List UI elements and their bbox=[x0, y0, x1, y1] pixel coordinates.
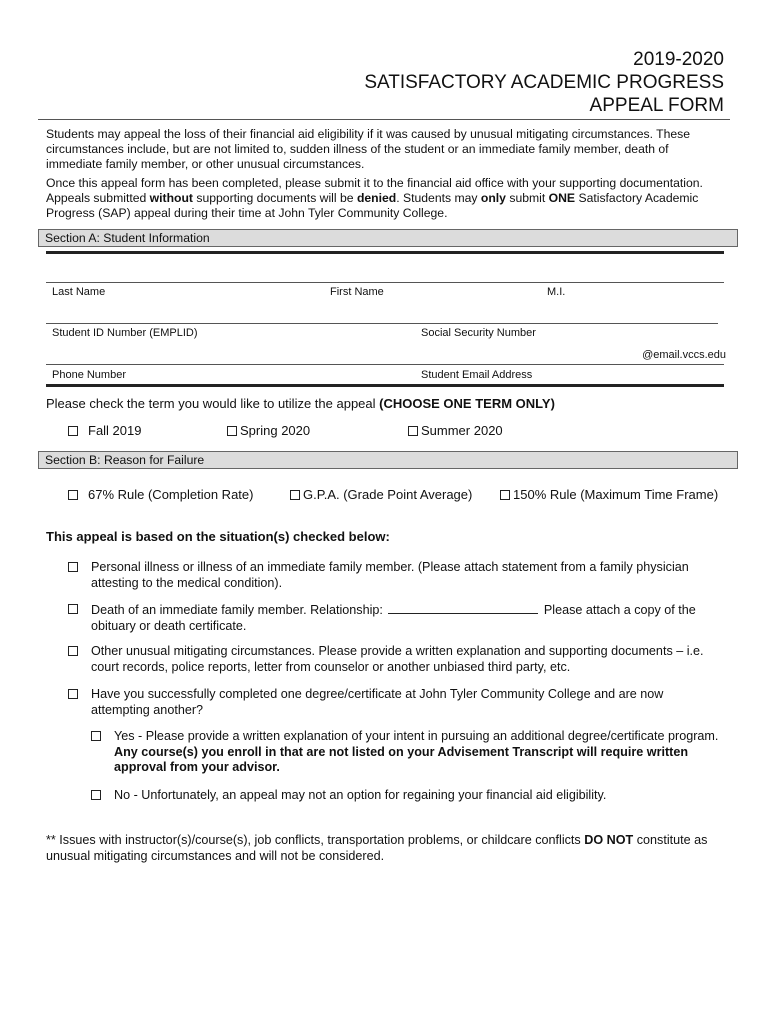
checkbox-icon[interactable] bbox=[408, 426, 418, 436]
form-title-line2: APPEAL FORM bbox=[589, 95, 724, 116]
footer-note: ** Issues with instructor(s)/course(s), job conflicts, transportation problems, or childcare conflicts DO NOT constitute as unusual mitigating circumstances and will not be considered. bbox=[46, 833, 708, 863]
checkbox-icon[interactable] bbox=[68, 689, 78, 699]
checkbox-icon[interactable] bbox=[227, 426, 237, 436]
student-id-label: Student ID Number (EMPLID) bbox=[52, 327, 198, 339]
section-a-divider bbox=[46, 251, 724, 254]
ssn-label: Social Security Number bbox=[421, 327, 536, 339]
situation-death: Death of an immediate family member. Relationship: Please attach a copy of the obituary or death certificate. bbox=[91, 603, 696, 633]
email-domain-suffix: @email.vccs.edu bbox=[642, 349, 726, 361]
id-field-line[interactable] bbox=[46, 323, 718, 324]
first-name-label: First Name bbox=[330, 286, 384, 298]
intro-text bbox=[46, 127, 728, 225]
situation-other: Other unusual mitigating circumstances. Please provide a written explanation and supporting documents – i.e. court records, police reports, letter from counselor or another unbiased third party, etc. bbox=[91, 644, 704, 674]
section-a-header: Section A: Student Information bbox=[38, 229, 738, 247]
checkbox-icon[interactable] bbox=[68, 646, 78, 656]
rule-67-percent[interactable]: 67% Rule (Completion Rate) bbox=[68, 487, 253, 503]
last-name-label: Last Name bbox=[52, 286, 106, 298]
checkbox-icon[interactable] bbox=[68, 562, 78, 572]
relationship-field[interactable] bbox=[388, 602, 538, 614]
checkbox-icon[interactable] bbox=[500, 490, 510, 500]
rule-150-percent[interactable]: 150% Rule (Maximum Time Frame) bbox=[500, 487, 718, 503]
situation-illness: Personal illness or illness of an immediate family member. (Please attach statement from a family physician attesting to the medical condition). bbox=[91, 560, 689, 590]
intro-paragraph-2: Once this appeal form has been completed, please submit it to the financial aid office with your supporting documentation. Appeals submitted without supporting documents will be denied. Students may only submit ONE Satisfactory Academic Progress (SAP) appeal during their time at John Tyler Community College. bbox=[46, 176, 703, 220]
form-year: 2019-2020 bbox=[633, 49, 724, 70]
checkbox-icon[interactable] bbox=[91, 731, 101, 741]
email-label: Student Email Address bbox=[421, 369, 533, 381]
intro-paragraph-1: Students may appeal the loss of their financial aid eligibility if it was caused by unusual mitigating circumstances. These circumstances include, but are not limited to, sudden illness of the student or an immediate family member, death of immediate family member, or other unusual circumstances. bbox=[46, 127, 691, 171]
name-field-line[interactable] bbox=[46, 282, 724, 283]
checkbox-icon[interactable] bbox=[91, 790, 101, 800]
checkbox-icon[interactable] bbox=[68, 490, 78, 500]
term-fall-2019[interactable]: Fall 2019 bbox=[68, 423, 141, 439]
situation-heading: This appeal is based on the situation(s) checked below: bbox=[46, 529, 390, 544]
phone-label: Phone Number bbox=[52, 369, 126, 381]
term-prompt: Please check the term you would like to utilize the appeal (CHOOSE ONE TERM ONLY) bbox=[46, 396, 555, 411]
checkbox-icon[interactable] bbox=[68, 426, 78, 436]
additional-degree-yes: Yes - Please provide a written explanation of your intent in pursuing an additional degree/certificate program. Any course(s) you enroll in that are not listed on your Advisement Transcript will require written approval from your advisor. bbox=[114, 729, 719, 774]
additional-degree-no: No - Unfortunately, an appeal may not an option for regaining your financial aid eligibility. bbox=[114, 788, 607, 802]
mi-label: M.I. bbox=[547, 286, 566, 298]
checkbox-icon[interactable] bbox=[290, 490, 300, 500]
rule-gpa[interactable]: G.P.A. (Grade Point Average) bbox=[290, 487, 472, 503]
term-summer-2020[interactable]: Summer 2020 bbox=[408, 423, 503, 439]
section-b-header: Section B: Reason for Failure bbox=[38, 451, 738, 469]
contact-field-line[interactable] bbox=[46, 364, 724, 365]
situation-additional-degree: Have you successfully completed one degree/certificate at John Tyler Community College and are now attempting another? bbox=[91, 687, 664, 717]
form-title-line1: SATISFACTORY ACADEMIC PROGRESS bbox=[364, 72, 724, 93]
term-spring-2020[interactable]: Spring 2020 bbox=[227, 423, 310, 439]
header-divider bbox=[38, 119, 730, 120]
checkbox-icon[interactable] bbox=[68, 604, 78, 614]
contact-divider bbox=[46, 384, 724, 387]
